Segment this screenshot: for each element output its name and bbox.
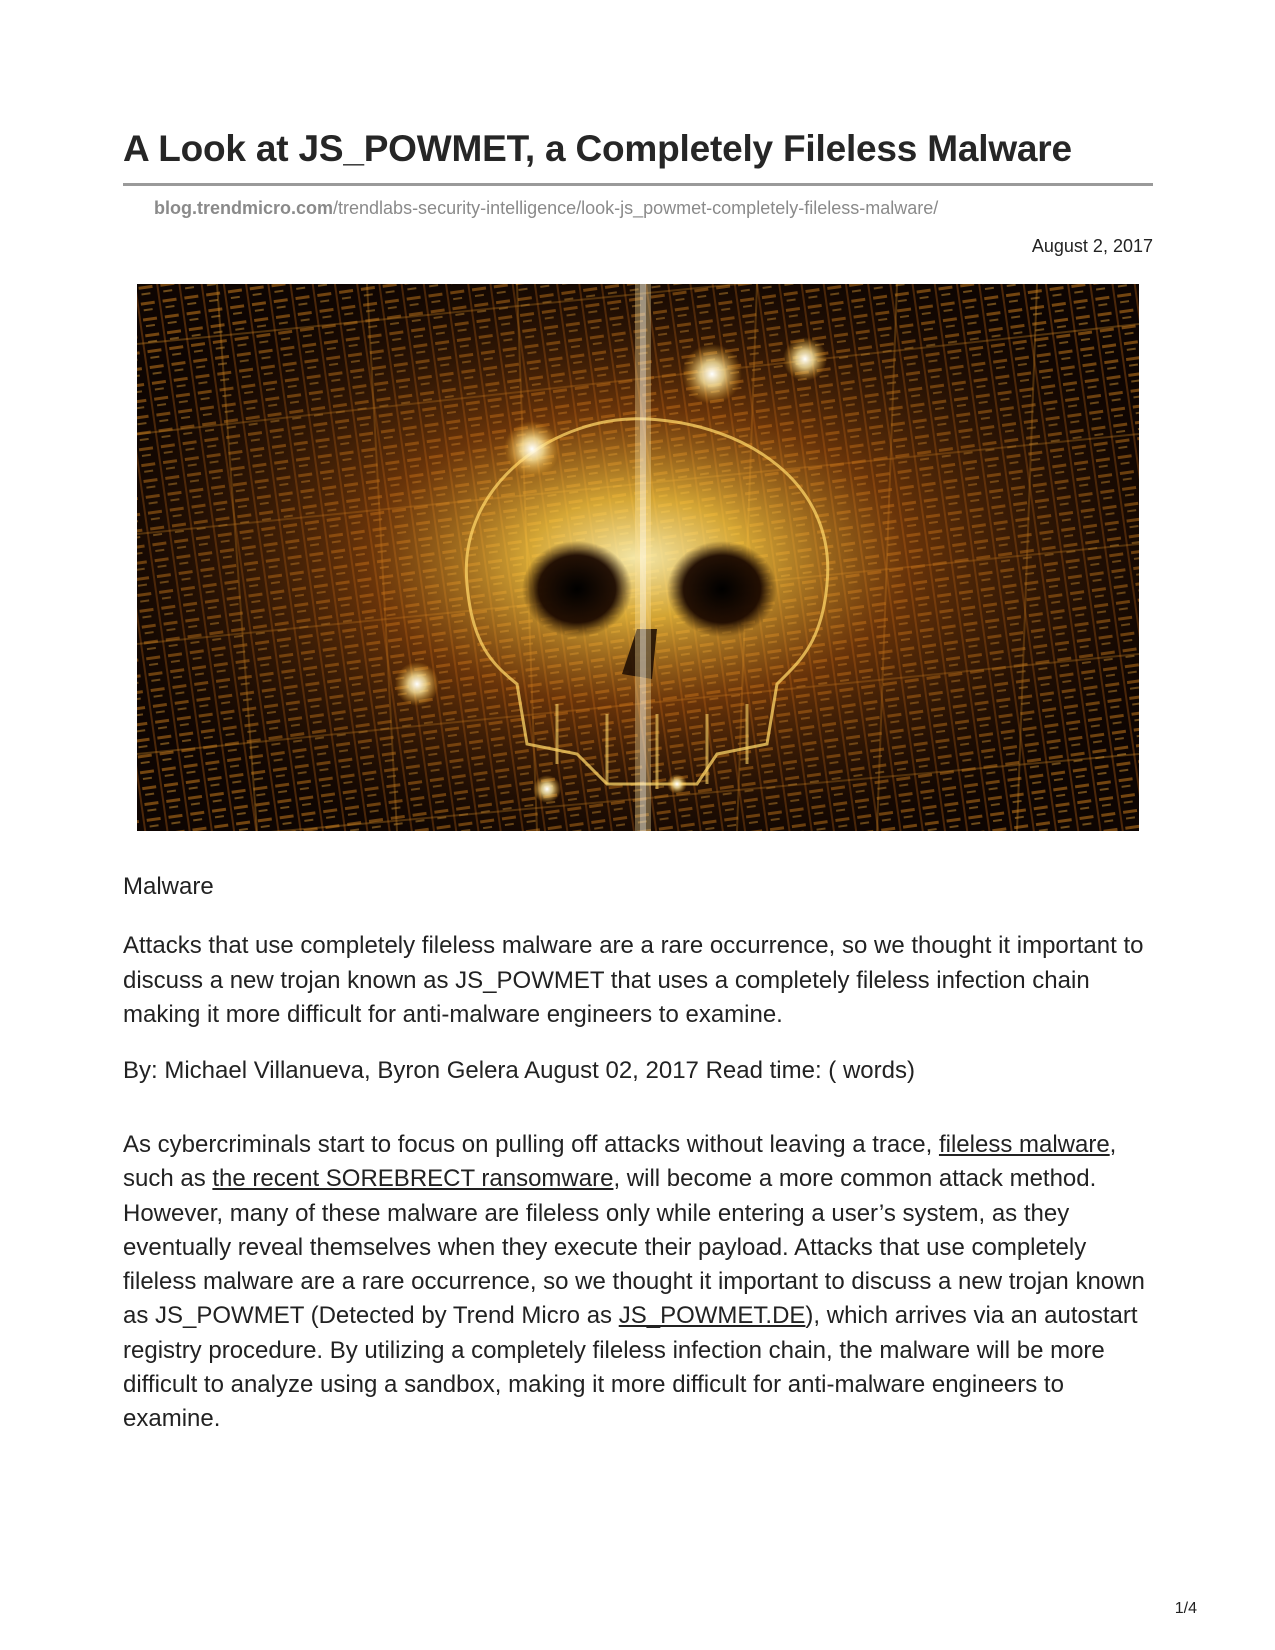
body-text-segment: , will become a more common attack method. However, many of these malware are fileless only while entering a user’s system, as they eventually reveal themselves when they execute their payload. Attacks that use completely fileless malware are a rare occurrence, so we thought it important to discuss a new trojan known as JS_POWMET (Detected by Trend Micro as [123, 1165, 1145, 1330]
body-text-segment: ), which arrives via an autostart registry procedure. By utilizing a completely fileless infection chain, the malware will be more difficult to analyze using a sandbox, making it more difficult for anti-malware engineers to examine. [123, 1302, 1138, 1433]
body-text-segment: , such as [123, 1131, 1117, 1193]
page-number: 1/4 [1174, 1600, 1197, 1617]
sorebrect-ransomware-link[interactable]: the recent SOREBRECT ransomware [212, 1165, 614, 1193]
article-body-paragraph [123, 1128, 1163, 1437]
hero-image [137, 284, 1139, 831]
js-powmet-de-link[interactable]: JS_POWMET.DE [618, 1302, 806, 1330]
publish-date: August 2, 2017 [1031, 236, 1153, 256]
source-url-domain[interactable]: blog.trendmicro.com [154, 198, 334, 218]
title-divider [123, 183, 1153, 186]
article-category: Malware [123, 873, 214, 900]
article-byline: By: Michael Villanueva, Byron Gelera August 02, 2017 Read time: ( words) [123, 1057, 915, 1084]
fileless-malware-link[interactable]: fileless malware [938, 1131, 1110, 1158]
article-title: A Look at JS_POWMET, a Completely Fileless Malware [123, 128, 1072, 169]
glowing-skull-code-matrix-image [137, 284, 1139, 831]
source-url-path[interactable]: /trendlabs-security-intelligence/look-js_powmet-completely-fileless-malware/ [333, 198, 939, 218]
body-text-segment: As cybercriminals start to focus on pulling off attacks without leaving a trace, [123, 1131, 939, 1158]
source-url[interactable] [154, 198, 938, 219]
article-summary: Attacks that use completely fileless malware are a rare occurrence, so we thought it important to discuss a new trojan known as JS_POWMET that uses a completely fileless infection chain making it more difficult for anti-malware engineers to examine. [123, 932, 1144, 1028]
